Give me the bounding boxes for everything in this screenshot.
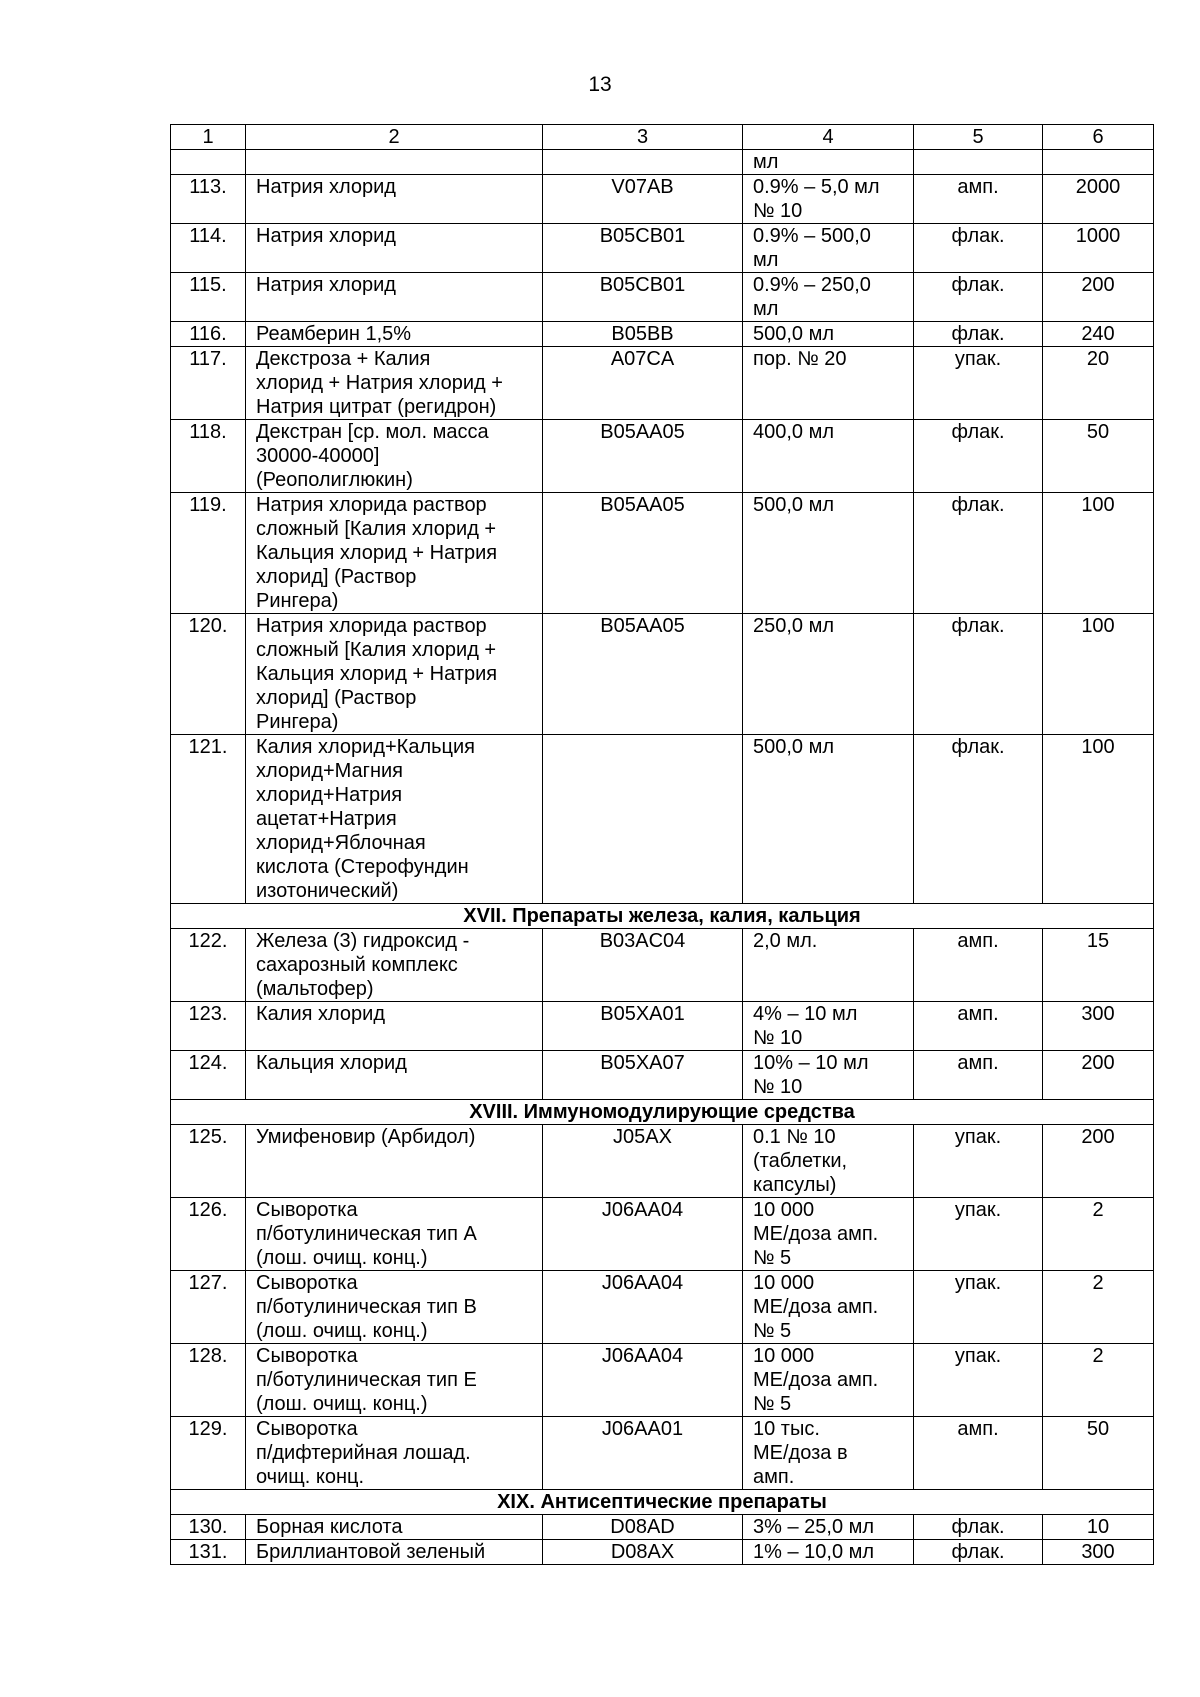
- dosage-form: мл: [753, 151, 779, 173]
- drug-name-cell: [246, 1344, 543, 1417]
- row-number: 124.: [188, 1052, 228, 1074]
- row-number: 123.: [188, 1003, 228, 1025]
- row-number: 118.: [189, 421, 227, 443]
- drug-name-cell: [246, 735, 543, 904]
- table-row: [171, 347, 1154, 420]
- dosage-form-cell: [743, 493, 914, 614]
- row-number-cell: [171, 150, 246, 175]
- drug-name-cell: [246, 347, 543, 420]
- dosage-form: 500,0 мл: [753, 494, 835, 516]
- atc-code: B05CB01: [599, 225, 686, 247]
- unit-cell: [914, 224, 1043, 273]
- table-row: [171, 1002, 1154, 1051]
- unit-cell: [914, 1540, 1043, 1565]
- atc-code: B05AA05: [600, 421, 685, 443]
- row-number: 121.: [188, 736, 228, 758]
- dosage-form-cell: [743, 1051, 914, 1100]
- row-number-cell: [171, 1344, 246, 1417]
- quantity-cell: [1043, 273, 1154, 322]
- unit: флак.: [951, 736, 1005, 758]
- unit-cell: [914, 1344, 1043, 1417]
- dosage-form: 2,0 мл.: [753, 930, 818, 952]
- atc-code-cell: [543, 735, 743, 904]
- row-number: 113.: [189, 176, 227, 198]
- quantity: 100: [1081, 615, 1115, 637]
- dosage-form-cell: [743, 614, 914, 735]
- drug-name: Сыворотка п/ботулиническая тип Е (лош. очищ. конц.): [256, 1345, 477, 1415]
- quantity: 10: [1086, 1516, 1110, 1538]
- quantity: 300: [1081, 1541, 1115, 1563]
- atc-code: A07CA: [610, 348, 675, 370]
- drug-name: Сыворотка п/ботулиническая тип В (лош. очищ. конц.): [256, 1272, 477, 1342]
- unit-cell: [914, 1051, 1043, 1100]
- drug-name: Железа (3) гидроксид - сахарозный комплекс (мальтофер): [256, 930, 470, 1000]
- row-number: 122.: [188, 930, 228, 952]
- drug-name-cell: [246, 1002, 543, 1051]
- drug-table: [170, 124, 1154, 1565]
- dosage-form: 500,0 мл: [753, 323, 835, 345]
- drug-name: Калия хлорид: [256, 1003, 385, 1025]
- quantity-cell: [1043, 1515, 1154, 1540]
- row-number: 116.: [189, 323, 227, 345]
- table-row: [171, 614, 1154, 735]
- dosage-form-cell: [743, 224, 914, 273]
- atc-code: B05XA01: [600, 1003, 685, 1025]
- unit: амп.: [957, 1003, 999, 1025]
- table-row: [171, 420, 1154, 493]
- quantity: 15: [1086, 930, 1110, 952]
- table-row: [171, 493, 1154, 614]
- table-row: [171, 322, 1154, 347]
- atc-code-cell: [543, 273, 743, 322]
- table-row: [171, 150, 1154, 175]
- quantity: 100: [1081, 736, 1115, 758]
- drug-name-cell: [246, 1540, 543, 1565]
- dosage-form-cell: [743, 322, 914, 347]
- unit-cell: [914, 175, 1043, 224]
- table-row: [171, 175, 1154, 224]
- quantity-cell: [1043, 175, 1154, 224]
- section-title: XVIII. Иммуномодулирующие средства: [171, 1100, 1154, 1125]
- quantity: 100: [1081, 494, 1115, 516]
- dosage-form: 400,0 мл: [753, 421, 835, 443]
- quantity-cell: [1043, 1344, 1154, 1417]
- unit: амп.: [957, 1052, 999, 1074]
- header-cell: 4: [743, 125, 914, 150]
- row-number-cell: [171, 1515, 246, 1540]
- atc-code: B05AA05: [600, 494, 685, 516]
- row-number: 120.: [188, 615, 228, 637]
- drug-name-cell: [246, 273, 543, 322]
- unit-cell: [914, 273, 1043, 322]
- unit: амп.: [957, 1418, 999, 1440]
- unit: флак.: [951, 421, 1005, 443]
- drug-name: Умифеновир (Арбидол): [256, 1126, 476, 1148]
- drug-name: Сыворотка п/дифтерийная лошад. очищ. конц.: [256, 1418, 471, 1488]
- dosage-form-cell: [743, 1198, 914, 1271]
- row-number-cell: [171, 735, 246, 904]
- drug-name-cell: [246, 1515, 543, 1540]
- drug-name-cell: [246, 1271, 543, 1344]
- atc-code-cell: [543, 1051, 743, 1100]
- dosage-form-cell: [743, 1515, 914, 1540]
- dosage-form: пор. № 20: [753, 348, 847, 370]
- row-number-cell: [171, 614, 246, 735]
- table-row: [171, 1515, 1154, 1540]
- unit-cell: [914, 1125, 1043, 1198]
- atc-code: B05AA05: [600, 615, 685, 637]
- drug-name: Натрия хлорида раствор сложный [Калия хлорид + Кальция хлорид + Натрия хлорид] (Раствор Рингера): [256, 494, 498, 612]
- quantity-cell: [1043, 493, 1154, 614]
- atc-code-cell: [543, 1417, 743, 1490]
- drug-name-cell: [246, 929, 543, 1002]
- drug-name-cell: [246, 1417, 543, 1490]
- dosage-form-cell: [743, 1002, 914, 1051]
- table-header-row: [171, 125, 1154, 150]
- atc-code-cell: [543, 1515, 743, 1540]
- dosage-form: 10% – 10 мл № 10: [753, 1052, 869, 1098]
- row-number: 126.: [188, 1199, 228, 1221]
- atc-code: J05AX: [613, 1126, 672, 1148]
- unit-cell: [914, 929, 1043, 1002]
- dosage-form: 0.1 № 10 (таблетки, капсулы): [753, 1126, 848, 1196]
- row-number-cell: [171, 347, 246, 420]
- atc-code: D08AX: [610, 1541, 675, 1563]
- drug-name: Натрия хлорид: [256, 274, 396, 296]
- row-number: 125.: [188, 1126, 228, 1148]
- row-number-cell: [171, 273, 246, 322]
- atc-code-cell: [543, 614, 743, 735]
- quantity-cell: [1043, 1198, 1154, 1271]
- unit: упак.: [954, 348, 1002, 370]
- atc-code-cell: [543, 420, 743, 493]
- quantity: 2: [1092, 1345, 1104, 1367]
- row-number: 128.: [188, 1345, 228, 1367]
- row-number-cell: [171, 1198, 246, 1271]
- dosage-form: 500,0 мл: [753, 736, 835, 758]
- drug-name: Декстран [ср. мол. масса 30000-40000] (Реополиглюкин): [256, 421, 489, 491]
- quantity: 1000: [1075, 225, 1121, 247]
- quantity-cell: [1043, 614, 1154, 735]
- quantity: 200: [1081, 1052, 1115, 1074]
- atc-code-cell: [543, 347, 743, 420]
- atc-code-cell: [543, 322, 743, 347]
- drug-name-cell: [246, 420, 543, 493]
- table-row: [171, 735, 1154, 904]
- dosage-form-cell: [743, 1417, 914, 1490]
- row-number-cell: [171, 929, 246, 1002]
- dosage-form: 10 000 МЕ/доза амп. № 5: [753, 1199, 879, 1269]
- dosage-form-cell: [743, 929, 914, 1002]
- drug-name: Натрия хлорид: [256, 176, 396, 198]
- quantity: 50: [1086, 421, 1110, 443]
- atc-code-cell: [543, 929, 743, 1002]
- drug-name: Декстроза + Калия хлорид + Натрия хлорид + Натрия цитрат (регидрон): [256, 348, 503, 418]
- row-number: 131.: [188, 1541, 228, 1563]
- drug-name: Натрия хлорид: [256, 225, 396, 247]
- quantity: 200: [1081, 1126, 1115, 1148]
- atc-code: J06AA04: [601, 1272, 684, 1294]
- quantity: 2: [1092, 1272, 1104, 1294]
- drug-name: Бриллиантовой зеленый: [256, 1541, 486, 1563]
- drug-name-cell: [246, 175, 543, 224]
- dosage-form: 0.9% – 5,0 мл № 10: [753, 176, 880, 222]
- header-cell: 1: [171, 125, 246, 150]
- table-row: [171, 273, 1154, 322]
- dosage-form: 10 тыс. МЕ/доза в амп.: [753, 1418, 848, 1488]
- atc-code: B03AC04: [599, 930, 686, 952]
- atc-code-cell: [543, 1271, 743, 1344]
- atc-code-cell: [543, 175, 743, 224]
- atc-code: J06AA04: [601, 1199, 684, 1221]
- table-row: [171, 1344, 1154, 1417]
- dosage-form-cell: [743, 735, 914, 904]
- unit-cell: [914, 347, 1043, 420]
- row-number-cell: [171, 175, 246, 224]
- quantity-cell: [1043, 1271, 1154, 1344]
- atc-code: B05XA07: [600, 1052, 685, 1074]
- row-number-cell: [171, 1002, 246, 1051]
- atc-code: B05BB: [611, 323, 674, 345]
- row-number-cell: [171, 1271, 246, 1344]
- section-row: [171, 1100, 1154, 1125]
- atc-code-cell: [543, 493, 743, 614]
- table-row: [171, 1417, 1154, 1490]
- atc-code-cell: [543, 1002, 743, 1051]
- dosage-form-cell: [743, 1271, 914, 1344]
- quantity: 240: [1081, 323, 1115, 345]
- quantity-cell: [1043, 1540, 1154, 1565]
- unit-cell: [914, 420, 1043, 493]
- page-number: 13: [588, 73, 612, 96]
- drug-name: Реамберин 1,5%: [256, 323, 412, 345]
- drug-name-cell: [246, 1198, 543, 1271]
- unit-cell: [914, 1515, 1043, 1540]
- unit-cell: [914, 1417, 1043, 1490]
- dosage-form: 1% – 10,0 мл: [753, 1541, 875, 1563]
- row-number-cell: [171, 493, 246, 614]
- atc-code-cell: [543, 1198, 743, 1271]
- dosage-form: 10 000 МЕ/доза амп. № 5: [753, 1272, 879, 1342]
- unit-cell: [914, 322, 1043, 347]
- row-number: 130.: [188, 1516, 228, 1538]
- drug-name-cell: [246, 493, 543, 614]
- section-row: [171, 1490, 1154, 1515]
- unit: упак.: [954, 1126, 1002, 1148]
- atc-code: J06AA01: [601, 1418, 684, 1440]
- quantity-cell: [1043, 735, 1154, 904]
- row-number-cell: [171, 224, 246, 273]
- quantity: 2: [1092, 1199, 1104, 1221]
- unit-cell: [914, 1198, 1043, 1271]
- quantity: 300: [1081, 1003, 1115, 1025]
- quantity-cell: [1043, 1417, 1154, 1490]
- unit-cell: [914, 735, 1043, 904]
- atc-code-cell: [543, 224, 743, 273]
- row-number-cell: [171, 1125, 246, 1198]
- row-number-cell: [171, 322, 246, 347]
- unit: флак.: [951, 323, 1005, 345]
- row-number: 115.: [189, 274, 227, 296]
- atc-code: B05CB01: [599, 274, 686, 296]
- unit-cell: [914, 614, 1043, 735]
- dosage-form-cell: [743, 150, 914, 175]
- quantity-cell: [1043, 1002, 1154, 1051]
- row-number: 114.: [189, 225, 227, 247]
- quantity-cell: [1043, 322, 1154, 347]
- dosage-form: 10 000 МЕ/доза амп. № 5: [753, 1345, 879, 1415]
- unit: флак.: [951, 494, 1005, 516]
- section-title: XIX. Антисептические препараты: [171, 1490, 1154, 1515]
- table-row: [171, 1051, 1154, 1100]
- drug-name-cell: [246, 150, 543, 175]
- section-row: [171, 904, 1154, 929]
- table-row: [171, 1125, 1154, 1198]
- unit: флак.: [951, 615, 1005, 637]
- unit: амп.: [957, 176, 999, 198]
- row-number: 129.: [188, 1418, 228, 1440]
- atc-code: J06AA04: [601, 1345, 684, 1367]
- drug-name: Калия хлорид+Кальция хлорид+Магния хлорид+Натрия ацетат+Натрия хлорид+Яблочная кислота (Стерофундин изотонический): [256, 736, 475, 902]
- unit: упак.: [954, 1272, 1002, 1294]
- unit: упак.: [954, 1199, 1002, 1221]
- drug-name: Сыворотка п/ботулиническая тип А (лош. очищ. конц.): [256, 1199, 477, 1269]
- quantity-cell: [1043, 1051, 1154, 1100]
- row-number-cell: [171, 1417, 246, 1490]
- row-number-cell: [171, 420, 246, 493]
- dosage-form-cell: [743, 347, 914, 420]
- row-number: 119.: [189, 494, 227, 516]
- table-row: [171, 1198, 1154, 1271]
- atc-code-cell: [543, 1125, 743, 1198]
- drug-name: Борная кислота: [256, 1516, 403, 1538]
- row-number-cell: [171, 1051, 246, 1100]
- quantity: 20: [1086, 348, 1110, 370]
- unit: флак.: [951, 1516, 1005, 1538]
- table-row: [171, 1271, 1154, 1344]
- quantity: 200: [1081, 274, 1115, 296]
- dosage-form: 4% – 10 мл № 10: [753, 1003, 858, 1049]
- header-cell: 5: [914, 125, 1043, 150]
- quantity: 50: [1086, 1418, 1110, 1440]
- unit: упак.: [954, 1345, 1002, 1367]
- dosage-form-cell: [743, 420, 914, 493]
- unit: флак.: [951, 225, 1005, 247]
- drug-name: Натрия хлорида раствор сложный [Калия хлорид + Кальция хлорид + Натрия хлорид] (Раствор Рингера): [256, 615, 498, 733]
- quantity: 2000: [1075, 176, 1121, 198]
- row-number: 117.: [189, 348, 227, 370]
- drug-name-cell: [246, 322, 543, 347]
- dosage-form: 250,0 мл: [753, 615, 835, 637]
- atc-code: V07AB: [611, 176, 674, 198]
- table-row: [171, 1540, 1154, 1565]
- unit-cell: [914, 1002, 1043, 1051]
- quantity-cell: [1043, 420, 1154, 493]
- unit-cell: [914, 150, 1043, 175]
- drug-name: Кальция хлорид: [256, 1052, 407, 1074]
- section-title: XVII. Препараты железа, калия, кальция: [171, 904, 1154, 929]
- drug-name-cell: [246, 614, 543, 735]
- quantity-cell: [1043, 1125, 1154, 1198]
- dosage-form-cell: [743, 1344, 914, 1417]
- unit: флак.: [951, 1541, 1005, 1563]
- dosage-form-cell: [743, 1540, 914, 1565]
- quantity-cell: [1043, 929, 1154, 1002]
- table-row: [171, 224, 1154, 273]
- unit-cell: [914, 493, 1043, 614]
- unit-cell: [914, 1271, 1043, 1344]
- atc-code-cell: [543, 1540, 743, 1565]
- table-row: [171, 929, 1154, 1002]
- atc-code-cell: [543, 150, 743, 175]
- drug-name-cell: [246, 1051, 543, 1100]
- unit: флак.: [951, 274, 1005, 296]
- row-number-cell: [171, 1540, 246, 1565]
- dosage-form-cell: [743, 1125, 914, 1198]
- quantity-cell: [1043, 347, 1154, 420]
- quantity-cell: [1043, 224, 1154, 273]
- header-cell: 6: [1043, 125, 1154, 150]
- table-body: [171, 125, 1154, 1565]
- header-cell: 3: [543, 125, 743, 150]
- dosage-form: 0.9% – 500,0 мл: [753, 225, 871, 271]
- header-cell: 2: [246, 125, 543, 150]
- dosage-form: 3% – 25,0 мл: [753, 1516, 875, 1538]
- atc-code: D08AD: [610, 1516, 675, 1538]
- unit: амп.: [957, 930, 999, 952]
- row-number: 127.: [188, 1272, 228, 1294]
- drug-name-cell: [246, 1125, 543, 1198]
- quantity-cell: [1043, 150, 1154, 175]
- dosage-form-cell: [743, 273, 914, 322]
- dosage-form-cell: [743, 175, 914, 224]
- dosage-form: 0.9% – 250,0 мл: [753, 274, 871, 320]
- drug-name-cell: [246, 224, 543, 273]
- atc-code-cell: [543, 1344, 743, 1417]
